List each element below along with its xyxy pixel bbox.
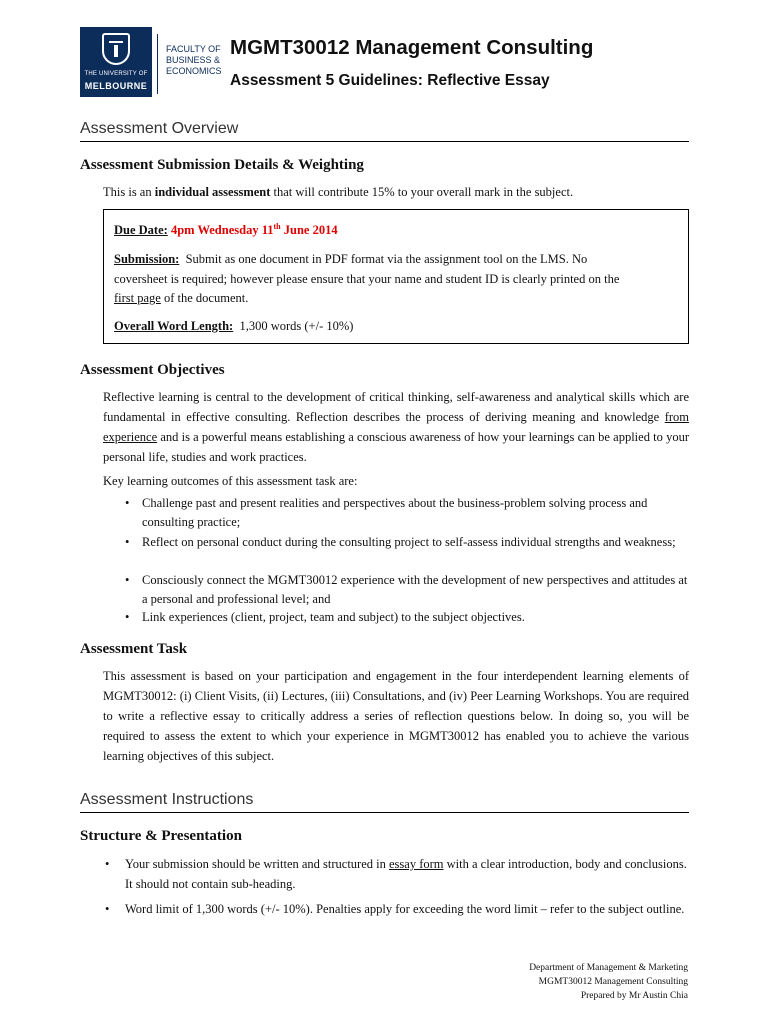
list-item: • Reflect on personal conduct during the consulting project to self-assess individual strengths and weakness; <box>125 535 676 549</box>
footer-department: Department of Management & Marketing <box>529 963 688 973</box>
from-experience-link: from experience <box>103 410 689 444</box>
essay-form-link: essay form <box>389 857 444 871</box>
logo-melbourne-label: MELBOURNE <box>84 81 148 91</box>
faculty-line-3: ECONOMICS <box>166 66 222 76</box>
section-heading-overview: Assessment Overview <box>80 120 239 137</box>
logo-university-label: THE UNIVERSITY OF <box>84 71 148 77</box>
list-item: • Consciously connect the MGMT30012 experience with the development of new perspectives and attitudes at a personal and professional level; and <box>125 573 688 606</box>
heading-task: Assessment Task <box>80 641 188 657</box>
due-date-value: 4pm Wednesday 11th June 2014 <box>170 222 338 238</box>
footer <box>529 961 688 1003</box>
faculty-line-1: FACULTY OF <box>166 44 221 54</box>
footer-subject: MGMT30012 Management Consulting <box>538 977 688 987</box>
university-logo <box>80 27 152 97</box>
heading-structure: Structure & Presentation <box>80 828 242 844</box>
outcomes-intro: Key learning outcomes of this assessment task are: <box>103 474 358 488</box>
submission-line-3: first page of the document. <box>114 291 249 305</box>
intro-paragraph: This is an individual assessment that will contribute 15% to your overall mark in the subject. <box>103 185 574 199</box>
heading-objectives: Assessment Objectives <box>80 362 225 378</box>
due-date-label: Due Date: <box>114 223 168 238</box>
first-page-link: first page <box>114 291 161 305</box>
list-item: • Challenge past and present realities and perspectives about the business-problem solving process and consulting practice; <box>125 496 648 529</box>
list-item: • Link experiences (client, project, team and subject) to the subject objectives. <box>125 610 525 624</box>
submission-line: Submission: Submit as one document in PDF format via the assignment tool on the LMS. No <box>114 252 588 266</box>
footer-author: Prepared by Mr Austin Chia <box>580 991 688 1001</box>
faculty-line-2: BUSINESS & <box>166 55 221 65</box>
crest-icon <box>102 33 130 65</box>
submission-line-2: coversheet is required; however please ensure that your name and student ID is clearly printed on the <box>114 272 620 286</box>
due-date-line <box>114 217 338 240</box>
faculty-label <box>166 44 222 77</box>
objectives-paragraph: Reflective learning is central to the development of critical thinking, self-awareness and analytical skills which are fundamental in effective consulting. Reflection describes the process of deriving meaning and knowledge from experience and is a powerful means establishing a conscious awareness of how your learnings can be applied to your personal life, studies and work practices. <box>103 390 689 464</box>
document-title: MGMT30012 Management Consulting <box>230 36 594 59</box>
document-subtitle: Assessment 5 Guidelines: Reflective Essay <box>230 72 550 89</box>
section-heading-instructions: Assessment Instructions <box>80 791 254 808</box>
word-length-value: 1,300 words (+/- 10%) <box>239 319 354 333</box>
list-item: • Your submission should be written and structured in essay form with a clear introduction, body and conclusions. It should not contain sub-heading. <box>105 857 687 891</box>
list-item: • Word limit of 1,300 words (+/- 10%). Penalties apply for exceeding the word limit – refer to the subject outline. <box>105 902 685 916</box>
word-length-line <box>114 316 353 336</box>
task-paragraph: This assessment is based on your participation and engagement in the four interdependent learning elements of MGMT30012: (i) Client Visits, (ii) Lectures, (iii) Consultations, and (iv) Peer Learning Workshops. You are required to write a reflective essay to critically address a series of reflection questions below. In doing so, you will be required to assess the extent to which your experience in MGMT30012 has enabled you to achieve the various learning objectives of this subject. <box>103 669 689 763</box>
word-length-label: Overall Word Length: <box>114 319 234 333</box>
header-divider <box>157 34 158 94</box>
heading-submission-details: Assessment Submission Details & Weighting <box>80 157 364 173</box>
section-rule <box>80 141 689 142</box>
submission-label: Submission: <box>114 252 180 266</box>
section-rule <box>80 812 689 813</box>
